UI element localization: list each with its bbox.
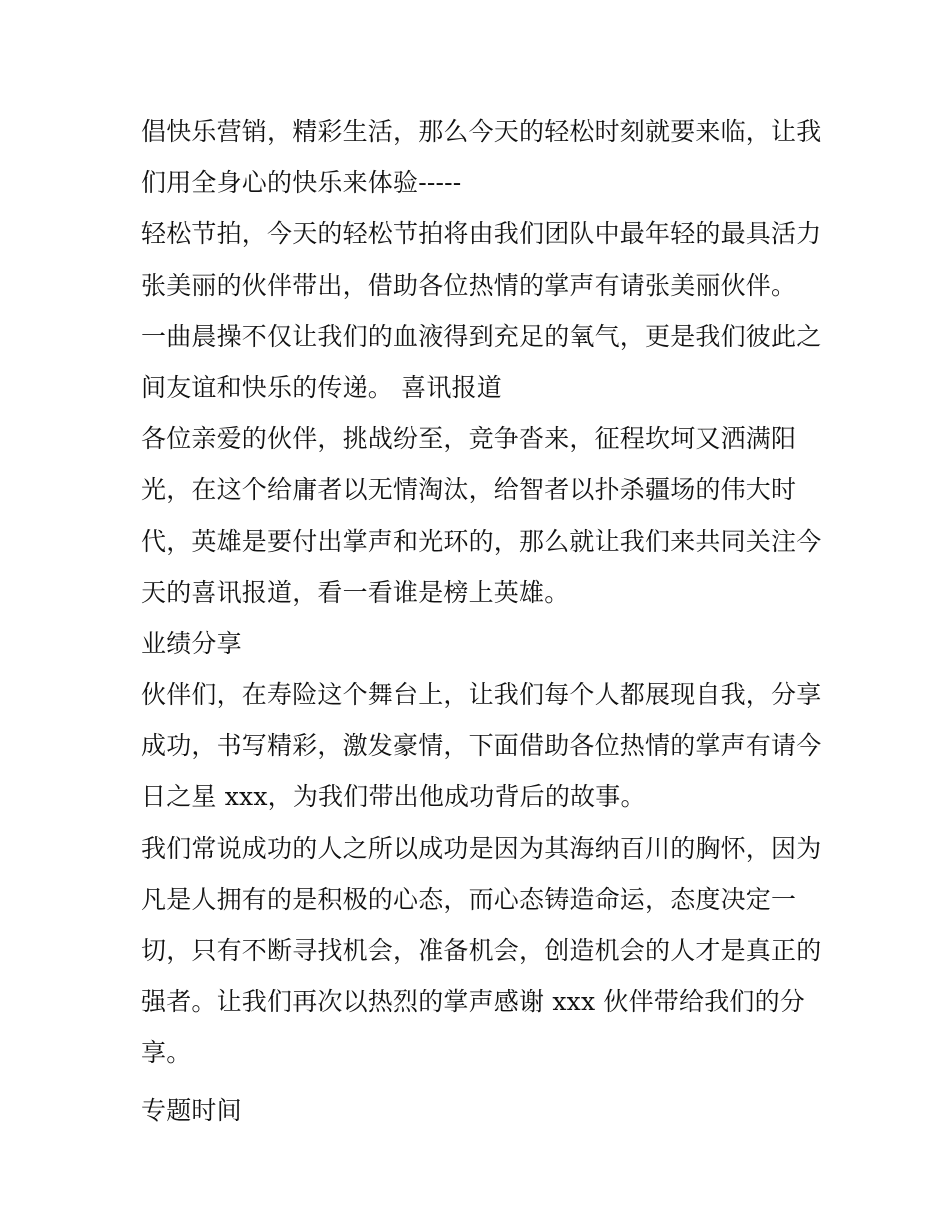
- text-line: 轻松节拍，今天的轻松节拍将由我们团队中最年轻的最具活力: [141, 219, 822, 249]
- section-heading-topic-time: 专题时间: [141, 1095, 242, 1125]
- text-line: 我们常说成功的人之所以成功是因为其海纳百川的胸怀，因为: [141, 833, 822, 863]
- text-line: 各位亲爱的伙伴，挑战纷至，竞争沓来，征程坎坷又洒满阳: [141, 424, 797, 454]
- text-line: 天的喜讯报道，看一看谁是榜上英雄。: [141, 577, 570, 607]
- section-heading-performance-sharing: 业绩分享: [141, 628, 242, 658]
- text-line: 强者。让我们再次以热烈的掌声感谢 xxx 伙伴带给我们的分: [141, 987, 805, 1017]
- document-body: [141, 106, 831, 1136]
- text-line: 切，只有不断寻找机会，准备机会，创造机会的人才是真正的: [141, 936, 822, 965]
- text-line: 们用全身心的快乐来体验-----: [141, 168, 462, 198]
- text-line: 日之星 xxx，为我们带出他成功背后的故事。: [141, 782, 646, 812]
- text-line: 张美丽的伙伴带出，借助各位热情的掌声有请张美丽伙伴。: [141, 270, 797, 300]
- text-line: 享。: [141, 1038, 192, 1068]
- text-line: 成功，书写精彩，激发豪情，下面借助各位热情的掌声有请今: [141, 731, 822, 761]
- text-line: 代，英雄是要付出掌声和光环的，那么就让我们来共同关注今: [141, 526, 822, 556]
- text-line: 一曲晨操不仅让我们的血液得到充足的氧气，更是我们彼此之: [141, 321, 822, 351]
- text-line: 倡快乐营销，精彩生活，那么今天的轻松时刻就要来临，让我: [141, 117, 822, 146]
- text-line: 间友谊和快乐的传递。 喜讯报道: [141, 372, 502, 402]
- text-line: 伙伴们，在寿险这个舞台上，让我们每个人都展现自我，分享: [141, 680, 822, 710]
- text-line: 凡是人拥有的是积极的心态，而心态铸造命运，态度决定一: [141, 884, 797, 914]
- text-line: 光，在这个给庸者以无情淘汰，给智者以扑杀疆场的伟大时: [141, 475, 797, 505]
